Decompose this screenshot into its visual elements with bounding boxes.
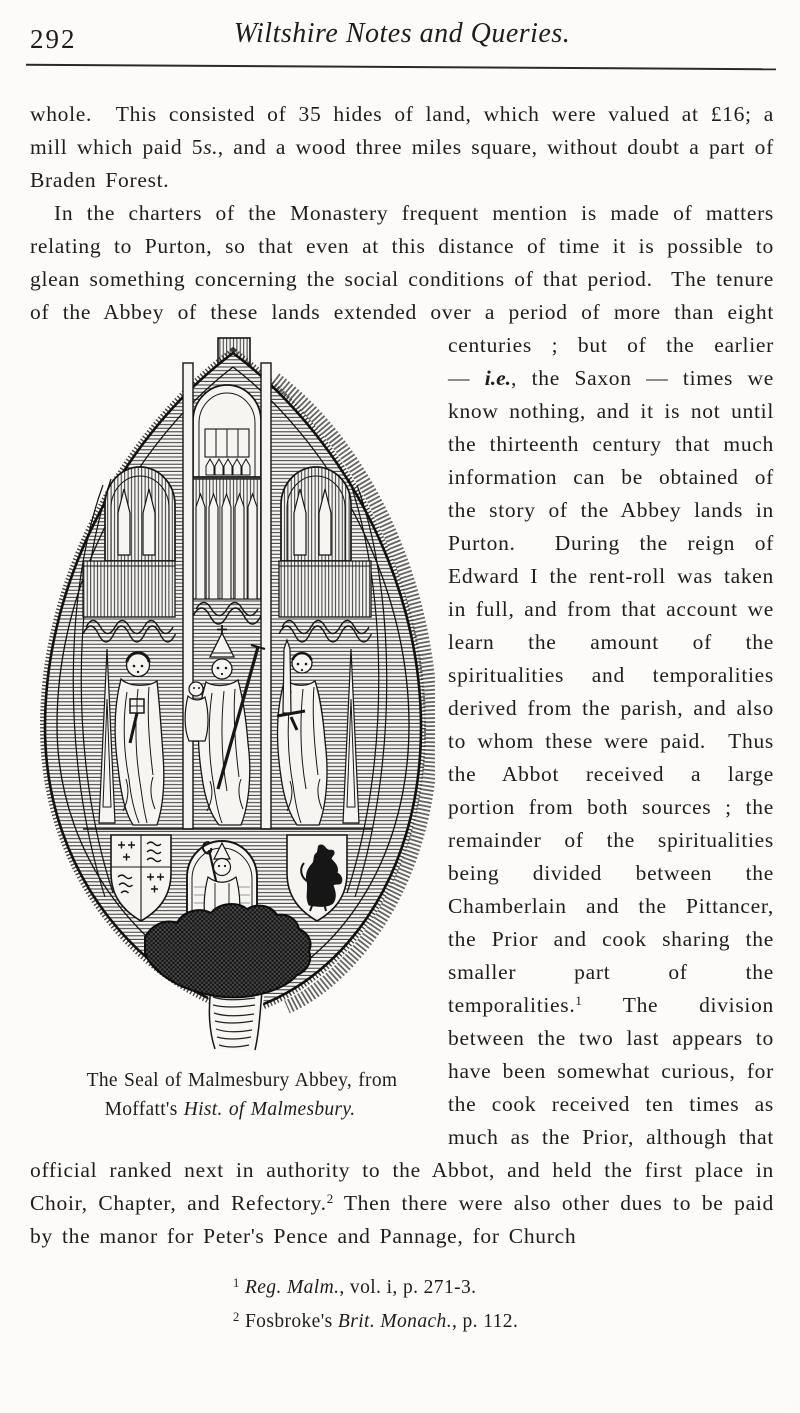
- article-body: [30, 98, 774, 1336]
- page-number: 292: [30, 24, 77, 54]
- figure-seal: [24, 337, 436, 1124]
- italic-shilling: s: [203, 135, 212, 160]
- footnote-reference-1: 1: [575, 993, 582, 1009]
- footnote-reference-2: 2: [326, 1191, 334, 1207]
- footnote-1-number: 1: [233, 1276, 240, 1291]
- text-segment: a period of more than eight centuries ; but of the earlier —: [448, 300, 774, 391]
- caption-roman: Moffatt's: [104, 1099, 184, 1121]
- running-title: Wiltshire Notes and Queries.: [233, 18, 571, 49]
- caption-line-1: The Seal of Malmesbury Abbey, from: [86, 1070, 398, 1092]
- footnote-1-source: Reg. Malm.: [244, 1277, 340, 1299]
- paragraph-continuation: [30, 98, 774, 197]
- text-segment: Then there were also other dues to be paid by the manor for Peter's Pence and Pannage, for Church: [30, 1191, 774, 1249]
- footnote-1-detail: , vol. i, p. 271-3.: [339, 1277, 477, 1299]
- footnote-2-detail: , p. 112.: [451, 1310, 519, 1332]
- footnotes: [233, 1269, 774, 1336]
- text-segment: ., and a wood three miles square, without doubt a part of Braden Forest.: [30, 135, 774, 193]
- figure-caption: [24, 1066, 436, 1124]
- seal-engraving: [25, 337, 435, 1052]
- footnote-2-source: Brit. Monach.: [337, 1310, 452, 1332]
- footnote-1: [233, 1269, 774, 1303]
- text-segment: , the Saxon — times we know nothing, and it is not until the thirteenth century that much information can be obtained of the story of the Abbey lands in Purton. During the reign of Edward I the rent-roll was taken in full, and from that account we learn the amount of the spiritualities and temporalities derived from the parish, and also to whom these were paid. Thus the Abbot received a large portion from both sources ; the remainder of the spiritualities being divided between the Chamberlain and the Pittancer, the Prior and cook sharing the smaller part of the temporalities.: [448, 366, 774, 1018]
- text-segment: The division between the two last appears to have been somewhat curious, for the cook received ten times as much as the Prior, although that official ranked next in authority to the Abbot, and held the first place in Choir, Chapter, and Refectory.: [30, 993, 774, 1216]
- text-segment: In the charters of the Monastery frequent mention is made of matters relating to Purton, so that even at this distance of time it is possible to glean something concerning the social conditions of that period. The tenure of the Abbey of these lands extended over: [30, 201, 774, 325]
- page-header: [30, 16, 774, 62]
- footnote-2: [233, 1303, 774, 1337]
- text-segment: whole. This consisted of 35 hides of land, which were valued at £16; a mill which paid 5: [30, 102, 774, 160]
- footnote-2-number: 2: [233, 1309, 240, 1324]
- caption-line-2: [105, 1099, 356, 1120]
- caption-italic-title: Hist. of Malmesbury.: [183, 1099, 356, 1121]
- footnote-2-prefix: Fosbroke's: [244, 1310, 338, 1332]
- paragraph-charters: [30, 197, 774, 1253]
- header-rule: [26, 64, 776, 71]
- italic-ie: i.e.: [484, 366, 511, 391]
